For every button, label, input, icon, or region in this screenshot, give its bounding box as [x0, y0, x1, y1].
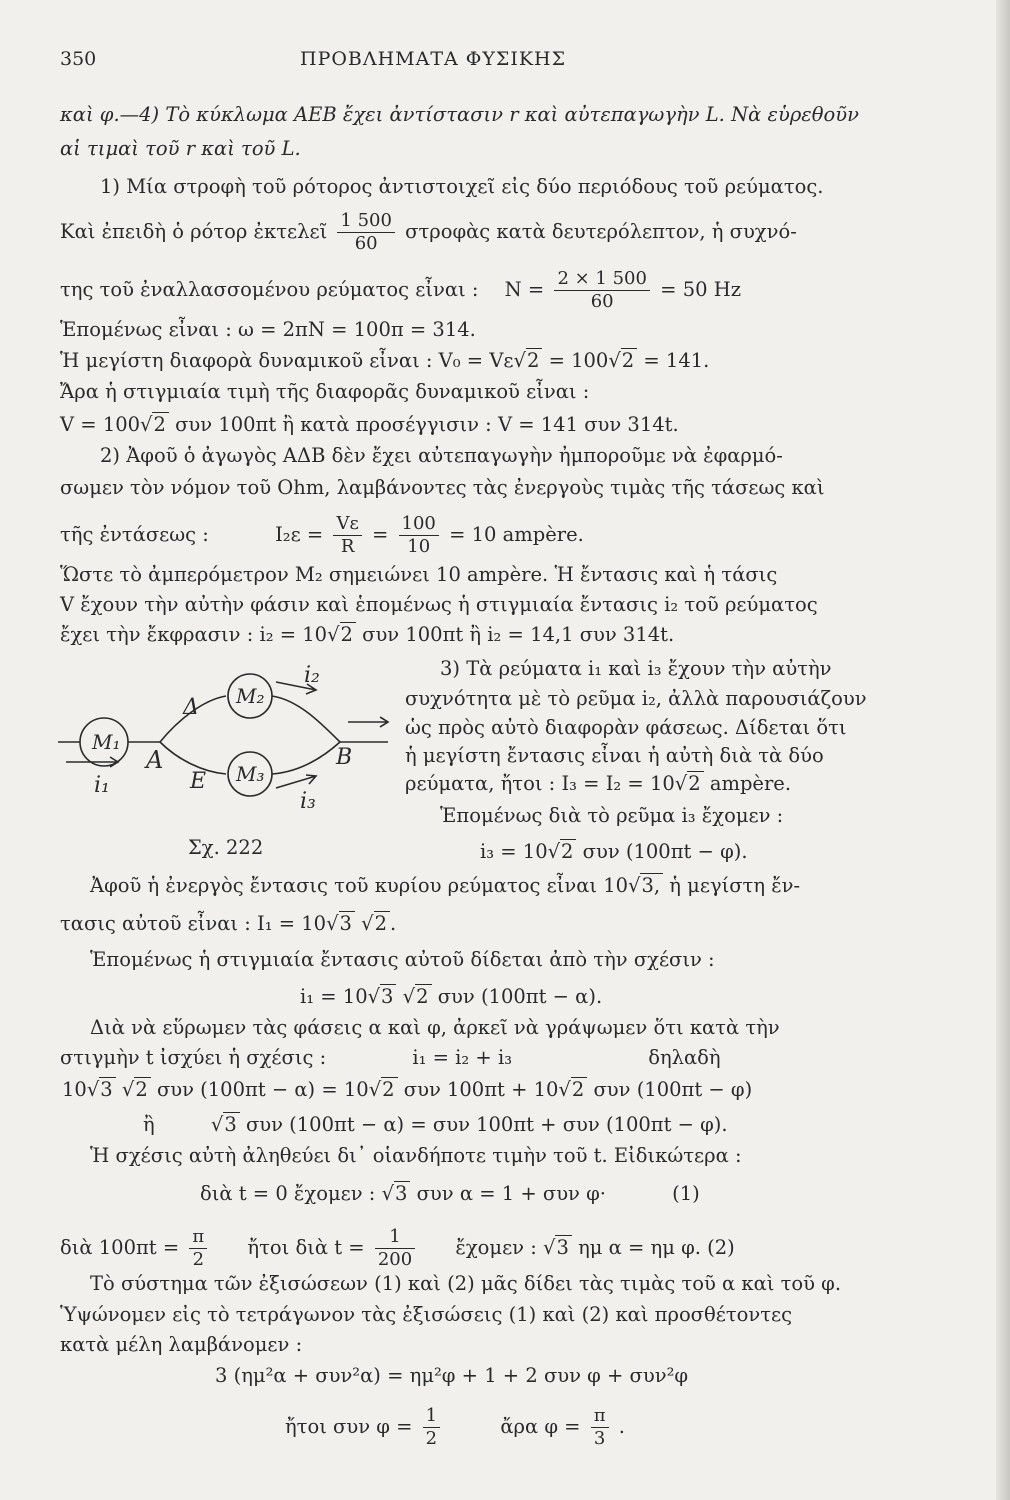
equation-line: στιγμὴν t ἰσχύει ἡ σχέσις : i₁ = i₂ + i₃ δηλαδὴ: [60, 1046, 721, 1069]
arrow-out-top: [348, 717, 388, 727]
branch-aeb-right: [272, 742, 340, 774]
text-line: 2) Ἀφοῦ ὁ ἀγωγὸς ΑΔΒ δὲν ἔχει αὐτεπαγωγὴν ἠμποροῦμε νὰ ἐφαρμό-: [100, 444, 783, 467]
equation-line: Ἀφοῦ ἡ ἐνεργὸς ἔντασις τοῦ κυρίου ρεύματος εἶναι 10√ 3, ἡ μεγίστη ἔν-: [90, 874, 800, 898]
text-line: Ὥστε τὸ ἀμπερόμετρον M₂ σημειώνει 10 ampère. Ἡ ἔντασις καὶ ἡ τάσις: [60, 563, 778, 586]
text-line: Διὰ νὰ εὕρωμεν τὰς φάσεις α καὶ φ, ἀρκεῖ νὰ γράψωμεν ὅτι κατὰ τὴν: [90, 1016, 780, 1039]
text-line: συχνότητα μὲ τὸ ρεῦμα i₂, ἀλλὰ παρουσιάζουν: [405, 687, 867, 710]
fraction: $\frac{1 500}{60}$: [337, 210, 395, 255]
figure-caption: Σχ. 222: [188, 836, 264, 859]
branch-adb-right: [272, 696, 340, 742]
equation-line: V = 100√ 2 συν 100πt ἢ κατὰ προσέγγισιν : V = 141 συν 314t.: [60, 413, 679, 437]
label-m1: M₁: [92, 730, 121, 754]
label-epsilon: E: [190, 769, 207, 794]
equation-line: της τοῦ ἐναλλασσομένου ρεύματος εἶναι : N = $\frac{2 \times 1 500}{60}$ = 50 Hz: [60, 268, 741, 312]
text-line: Ἄρα ἡ στιγμιαία τιμὴ τῆς διαφορᾶς δυναμικοῦ εἶναι :: [60, 380, 590, 403]
equation-line: Ἡ μεγίστη διαφορὰ δυναμικοῦ εἶναι : V₀ = Vε√ 2 = 100√ 2 = 141.: [60, 349, 709, 373]
arrow-i3: [276, 775, 316, 788]
equation-line: τασις αὐτοῦ εἶναι : I₁ = 10√ 3 √ 2 .: [60, 912, 396, 936]
label-a: A: [146, 746, 164, 774]
circuit-diagram: [48, 660, 398, 810]
label-delta: Δ: [183, 695, 199, 720]
fraction: $\frac{V\varepsilon}{R}$: [333, 513, 361, 558]
equation-line: ἢ √ 3 συν (100πt − α) = συν 100πt + συν (100πt − φ).: [143, 1113, 728, 1137]
text-line: 3) Τὰ ρεύματα i₁ καὶ i₃ ἔχουν τὴν αὐτὴν: [440, 657, 832, 680]
label-i2: i₂: [304, 663, 320, 688]
equation-line: ἤτοι συν φ = $\frac{1}{2}$ ἄρα φ = $\frac{\pi}{3}$ .: [285, 1405, 625, 1449]
equation-line: διὰ 100πt = $\frac{\pi}{2}$ ἤτοι διὰ t = $\frac{1}{200}$ ἔχομεν : √ 3 ημ α = ημ φ. (2): [60, 1226, 735, 1271]
text-line: αἱ τιμαὶ τοῦ r καὶ τοῦ L.: [60, 137, 301, 160]
equation-line: Ἑπομένως εἶναι : ω = 2πN = 100π = 314.: [60, 318, 476, 341]
equation-line: τῆς ἐντάσεως : I₂ε = $\frac{V\varepsilon}{R}$ = $\frac{100}{10}$ = 10 ampère.: [60, 513, 584, 557]
fraction: $\frac{\pi}{2}$: [189, 1226, 207, 1271]
text-line: Ἑπομένως διὰ τὸ ρεῦμα i₃ ἔχομεν :: [440, 804, 784, 827]
equation-line: ἔχει τὴν ἔκφρασιν : i₂ = 10√ 2 συν 100πt ἢ i₂ = 14,1 συν 314t.: [60, 623, 674, 647]
text-line: ὡς πρὸς αὐτὸ διαφορὰν φάσεως. Δίδεται ὅτι: [405, 716, 847, 739]
running-title: ΠΡΟΒΛΗΜΑΤΑ ΦΥΣΙΚΗΣ: [300, 48, 567, 70]
page-edge: [996, 0, 1010, 1500]
text-line: V ἔχουν τὴν αὐτὴν φάσιν καὶ ἑπομένως ἡ στιγμιαία ἔντασις i₂ τοῦ ρεύματος: [60, 593, 818, 616]
text-line: Ὑψώνομεν εἰς τὸ τετράγωνον τὰς ἐξισώσεις (1) καὶ (2) καὶ προσθέτοντες: [60, 1303, 793, 1326]
text-line: κατὰ μέλη λαμβάνομεν :: [60, 1333, 303, 1356]
equation-line: i₁ = 10√ 3 √ 2 συν (100πt − α).: [300, 985, 602, 1009]
text-line: Τὸ σύστημα τῶν ἐξισώσεων (1) καὶ (2) μᾶς δίδει τὰς τιμὰς τοῦ α καὶ τοῦ φ.: [90, 1272, 842, 1295]
equation-line: 3 (ημ²α + συν²α) = ημ²φ + 1 + 2 συν φ + συν²φ: [215, 1364, 689, 1387]
page-number: 350: [60, 48, 97, 70]
text-line: Ἡ σχέσις αὐτὴ ἀληθεύει δι᾽ οἱανδήποτε τιμὴν τοῦ t. Εἰδικώτερα :: [90, 1144, 742, 1167]
label-i1: i₁: [94, 773, 110, 798]
text-line: καὶ φ.—4) Τὸ κύκλωμα ΑΕΒ ἔχει ἀντίστασιν r καὶ αὐτεπαγωγὴν L. Νὰ εὑρεθοῦν: [60, 103, 859, 126]
fraction: $\frac{\pi}{3}$: [591, 1405, 609, 1450]
equation-line: i₃ = 10√ 2 συν (100πt − φ).: [480, 840, 748, 864]
text-line: Ἑπομένως ἡ στιγμιαία ἔντασις αὐτοῦ δίδεται ἀπὸ τὴν σχέσιν :: [90, 948, 715, 971]
fraction: $\frac{1}{200}$: [375, 1226, 415, 1271]
fraction: $\frac{2 \times 1 500}{60}$: [554, 268, 650, 313]
fraction: $\frac{100}{10}$: [399, 513, 439, 558]
fraction: $\frac{1}{2}$: [423, 1405, 440, 1450]
label-i3: i₃: [300, 789, 316, 810]
text-line: ἡ μεγίστη ἔντασις εἶναι ἡ αὐτὴ διὰ τὰ δύο: [405, 744, 824, 767]
text-line: σωμεν τὸν νόμον τοῦ Ohm, λαμβάνοντες τὰς ἐνεργοὺς τιμὰς τῆς τάσεως καὶ: [60, 476, 825, 499]
text-line: 1) Μία στροφὴ τοῦ ρότορος ἀντιστοιχεῖ εἰς δύο περιόδους τοῦ ρεύματος.: [100, 175, 824, 198]
equation-line: ρεύματα, ἤτοι : I₃ = I₂ = 10√ 2 ampère.: [405, 772, 791, 796]
label-b: B: [336, 745, 353, 770]
equation-line: 10√ 3 √ 2 συν (100πt − α) = 10√ 2 συν 100πt + 10√ 2 συν (100πt − φ): [62, 1078, 752, 1102]
label-m2: M₂: [236, 684, 265, 708]
label-m3: M₃: [236, 762, 265, 786]
equation-line: διὰ t = 0 ἔχομεν : √ 3 συν α = 1 + συν φ· (1): [200, 1182, 700, 1206]
equation-line: Καὶ ἐπειδὴ ὁ ρότορ ἐκτελεῖ $\frac{1 500}{60}$ στροφὰς κατὰ δευτερόλεπτον, ἡ συχνό-: [60, 210, 797, 254]
